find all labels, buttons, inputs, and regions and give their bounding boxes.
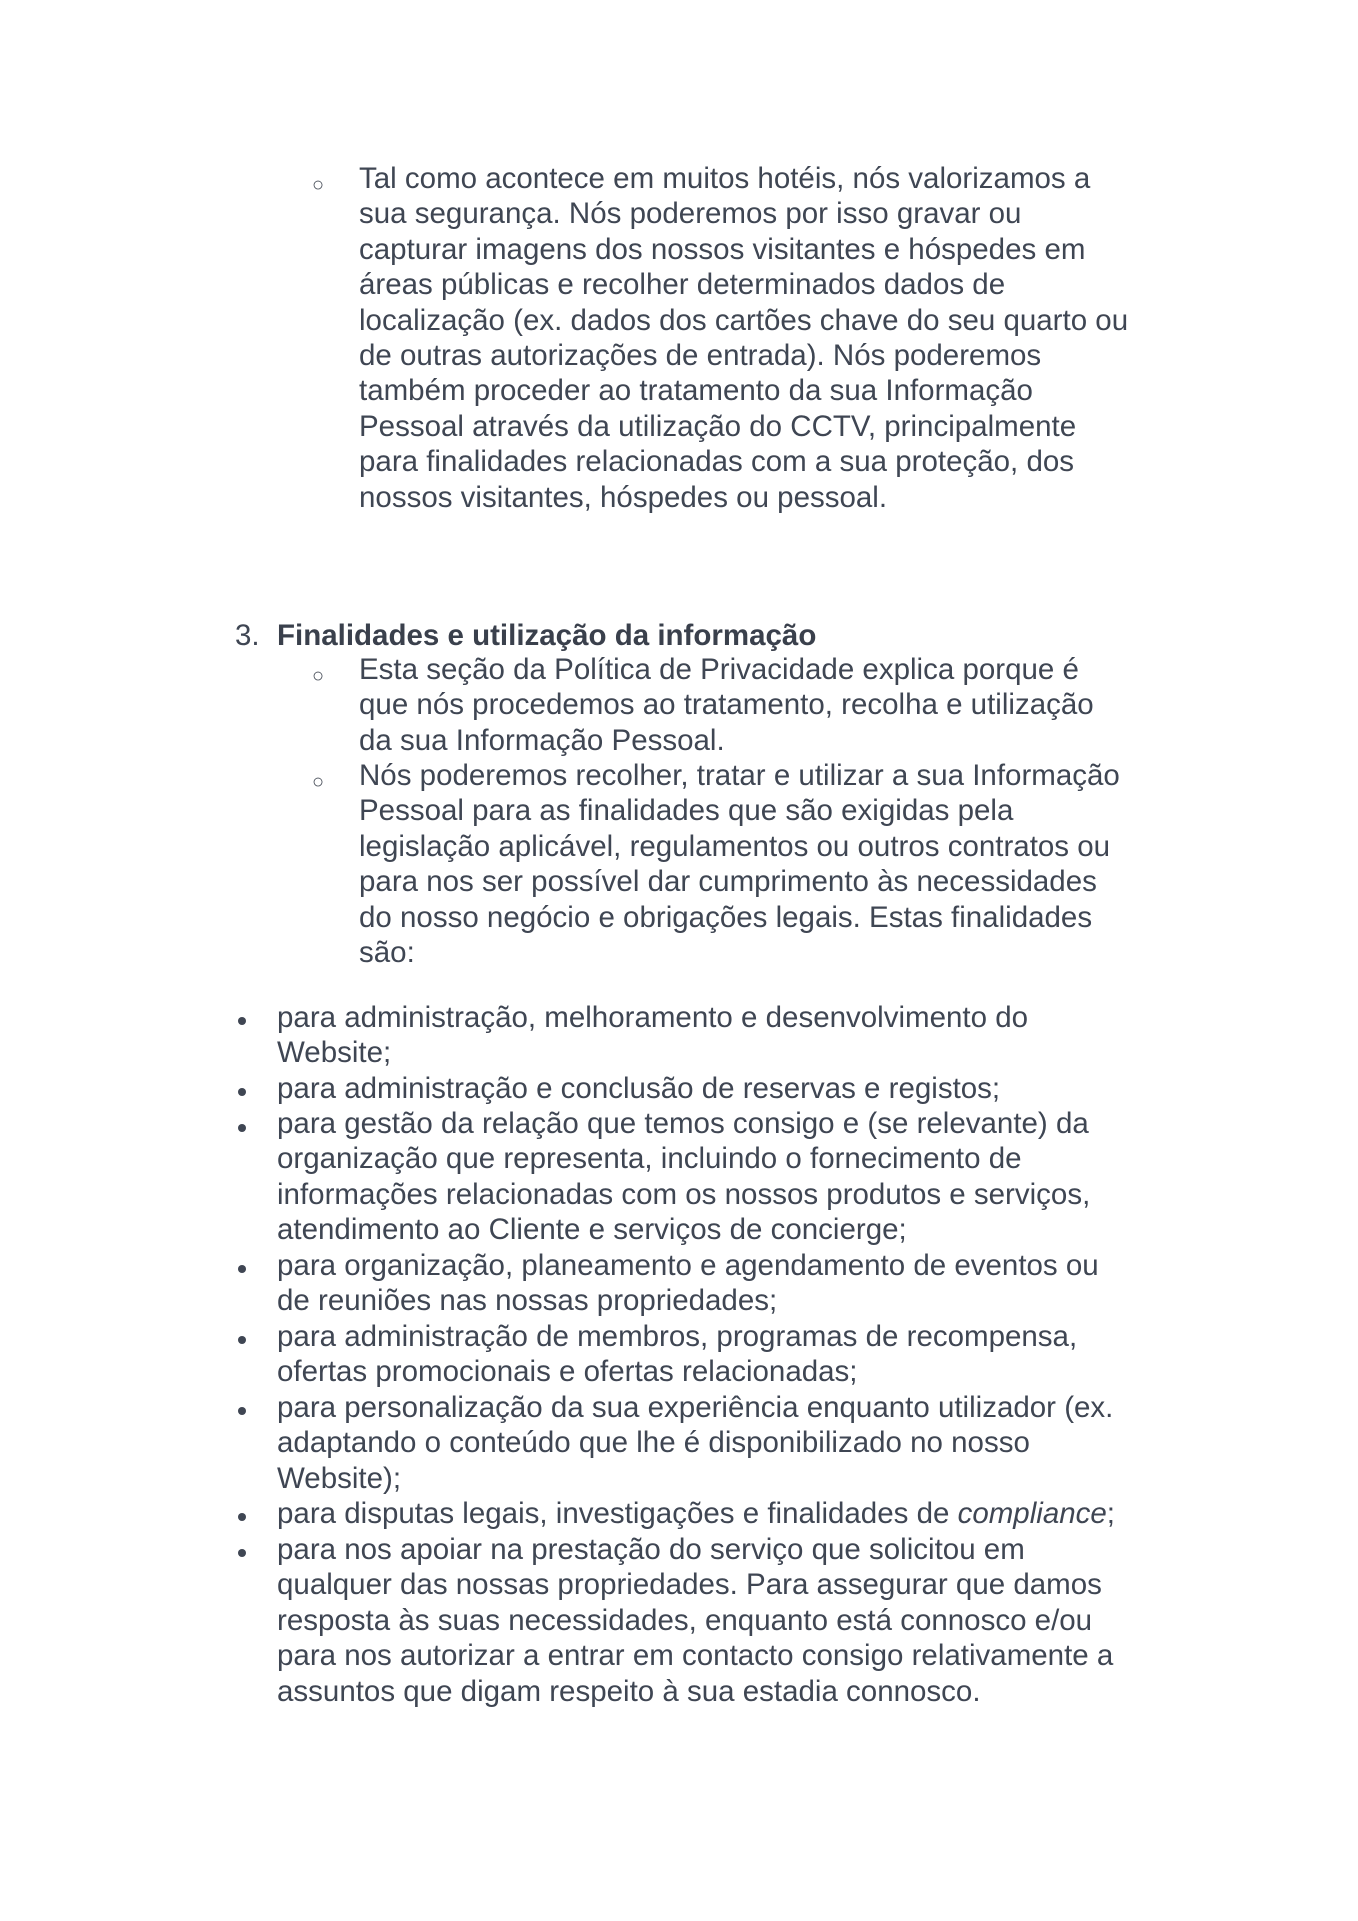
circle-bullet-icon: ○ — [312, 771, 325, 793]
list-item: para personalização da sua experiência enquanto utilizador (ex. adaptando o conteúdo que lhe é disponibilizado no nosso Website); — [277, 1391, 1114, 1495]
bullet-icon — [238, 1407, 246, 1415]
circle-bullet-icon: ○ — [312, 665, 325, 687]
bullet-icon — [238, 1124, 246, 1132]
list-item: para gestão da relação que temos consigo e (se relevante) da organização que representa, incluindo o fornecimento de informações relacionadas com os nossos produtos e serviços, atendimento ao Cliente e serviços de concierge; — [277, 1107, 1091, 1247]
bullet-icon — [238, 1265, 246, 1273]
section-title: Finalidades e utilização da informação — [277, 619, 817, 652]
list-item: para organização, planeamento e agendamento de eventos ou de reuniões nas nossas propriedades; — [277, 1249, 1099, 1318]
list-item: para administração de membros, programas de recompensa, ofertas promocionais e ofertas relacionadas; — [277, 1320, 1078, 1389]
bullet-icon — [238, 1549, 246, 1557]
list-item: para disputas legais, investigações e finalidades de compliance; — [277, 1497, 1115, 1530]
circle-bullet-icon: ○ — [312, 174, 325, 196]
list-item: para administração e conclusão de reservas e registos; — [277, 1072, 1001, 1105]
list-item: para nos apoiar na prestação do serviço que solicitou em qualquer das nossas propriedades. Para assegurar que damos resposta às suas necessidades, enquanto está connosco e/ou para nos autorizar a entrar em contacto consigo relativamente a assuntos que digam respeito à sua estadia connosco. — [277, 1533, 1114, 1708]
section-item: Nós poderemos recolher, tratar e utilizar a sua Informação Pessoal para as finalidades que são exigidas pela legislação aplicável, regulamentos ou outros contratos ou para nos ser possível dar cumprimento às necessidades do nosso negócio e obrigações legais. Estas finalidades são: — [359, 759, 1120, 970]
intro-paragraph: Tal como acontece em muitos hotéis, nós valorizamos a sua segurança. Nós poderemos por isso gravar ou capturar imagens dos nossos visitantes e hóspedes em áreas públicas e recolher determinados dados de localização (ex. dados dos cartões chave do seu quarto ou de outras autorizações de entrada). Nós poderemos também proceder ao tratamento da sua Informação Pessoal através da utilização do CCTV, principalmente para finalidades relacionadas com a sua proteção, dos nossos visitantes, hóspedes ou pessoal. — [359, 162, 1129, 514]
section-number: 3. — [235, 619, 260, 652]
bullet-icon — [238, 1088, 246, 1096]
emphasis-text: compliance — [957, 1497, 1107, 1530]
bullet-icon — [238, 1336, 246, 1344]
bullet-icon — [238, 1017, 246, 1025]
list-item: para administração, melhoramento e desenvolvimento do Website; — [277, 1001, 1029, 1070]
bullet-icon — [238, 1513, 246, 1521]
section-item: Esta seção da Política de Privacidade explica porque é que nós procedemos ao tratamento, recolha e utilização da sua Informação Pessoal. — [359, 653, 1094, 757]
